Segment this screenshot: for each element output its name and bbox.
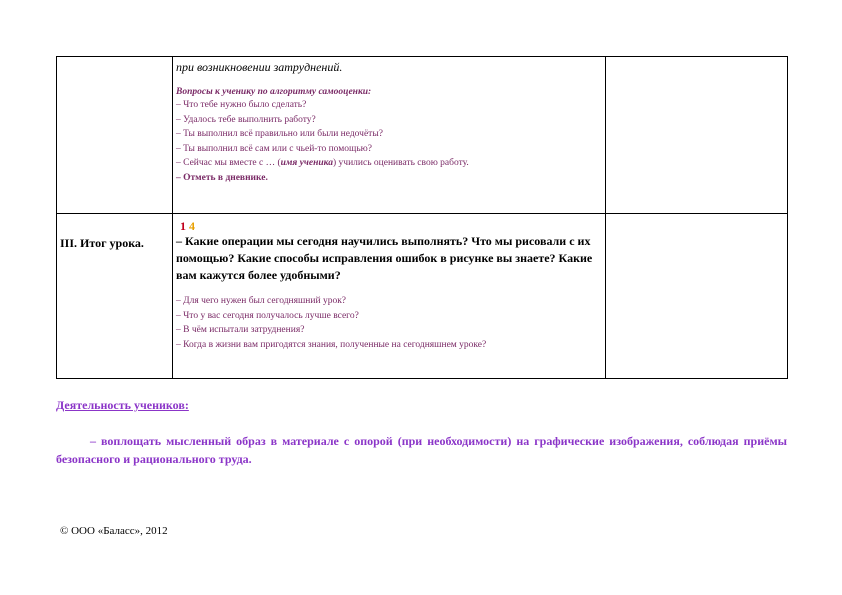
q5-after: ) учились оценивать свою работу. — [333, 158, 469, 168]
activity-heading: Деятельность учеников: — [56, 398, 189, 412]
teacher-activity-cell — [173, 57, 606, 214]
lesson-table — [56, 56, 788, 379]
student-activity-cell — [606, 214, 788, 379]
self-assessment-heading: Вопросы к ученику по алгоритму самооценки: — [176, 87, 372, 97]
copyright: © ООО «Баласс», 2012 — [60, 525, 168, 537]
student-activity-cell — [606, 57, 788, 214]
list-item: – Когда в жизни вам пригодятся знания, полученные на сегодняшнем уроке? — [176, 339, 487, 350]
list-item: – В чём испытали затруднения? — [176, 325, 305, 336]
summary-questions — [176, 294, 602, 352]
student-name-placeholder: имя ученика — [280, 158, 333, 168]
list-item: – Удалось тебе выполнить работу? — [176, 114, 316, 125]
step-number-orange: 4 — [189, 219, 195, 233]
table-row — [57, 214, 788, 379]
self-assessment-questions — [176, 98, 602, 185]
q5-before: – Сейчас мы вместе с … ( — [176, 158, 281, 168]
list-item — [176, 156, 602, 171]
list-item: – Что тебе нужно было сделать? — [176, 100, 307, 110]
lead-text: при возникновении затруднений. — [176, 60, 343, 74]
table-row — [57, 57, 788, 214]
list-item: – Что у вас сегодня получалось лучше всего? — [176, 310, 359, 321]
step-numbers — [176, 219, 602, 233]
teacher-activity-cell — [173, 214, 606, 379]
stage-cell — [57, 214, 173, 379]
main-question: – Какие операции мы сегодня научились выполнять? Что мы рисовали с их помощью? Какие способы исправления ошибок в рисунке вы знаете? Какие вам кажутся более удобными? — [176, 234, 593, 282]
list-item: – Ты выполнил всё сам или с чьей-то помощью? — [176, 143, 372, 154]
stage-title: III. Итог урока. — [60, 236, 144, 250]
list-item: – Ты выполнил всё правильно или были недочёты? — [176, 129, 383, 139]
step-number-red: 1 — [180, 219, 186, 233]
list-item: – Отметь в дневнике. — [176, 172, 268, 183]
list-item: – Для чего нужен был сегодняшний урок? — [176, 296, 347, 306]
activity-text: – воплощать мысленный образ в материале с опорой (при необходимости) на графические изображения, соблюдая приёмы безопасного и рационального труда. — [56, 434, 787, 466]
stage-cell — [57, 57, 173, 214]
